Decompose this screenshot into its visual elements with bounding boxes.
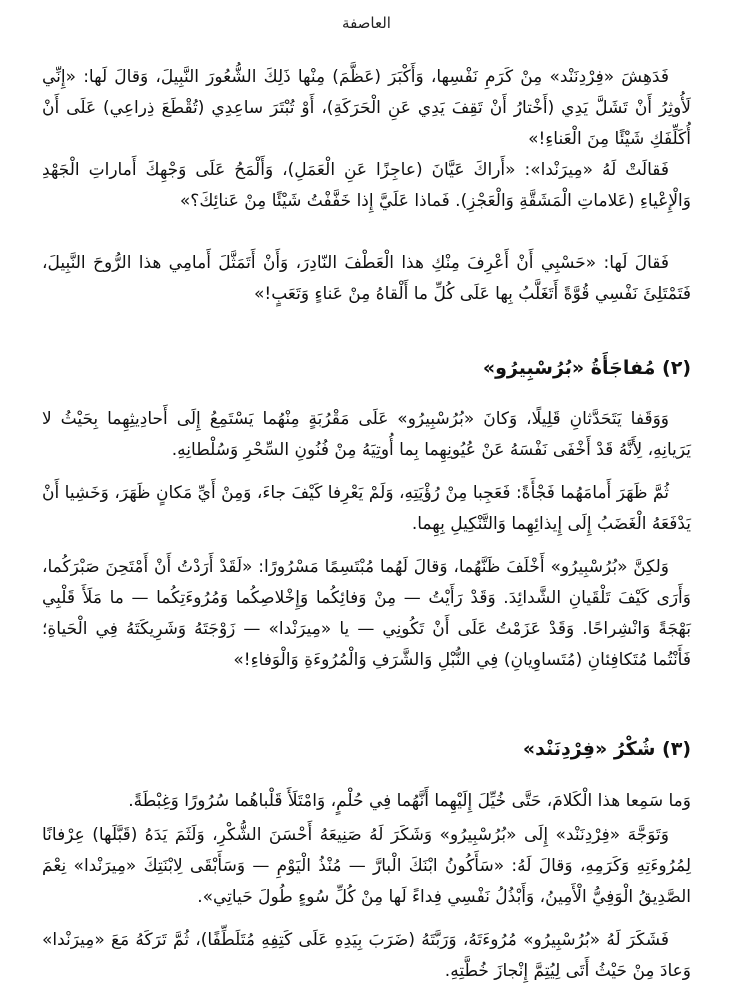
paragraph-2: فَقالَتْ لَهُ «مِيرَنْدا»: «أَراكَ عَيَّانَ (عاجِزًا عَنِ الْعَمَلِ)، وَأَلْمَحُ عَلَى وَجْهِكَ أَماراتِ الْجَهْدِ وَالْإِعْياءِ (عَلاماتِ الْمَشَقَّةِ وَالْعَجْزِ). فَماذا عَلَيَّ إِذا خَفَّفْتُ شَيْئًا مِنْ عَنائِكَ؟» (42, 160, 691, 211)
section-heading-2: (٢) مُفاجَأَةُ «بُرُسْبِيرُو» (482, 357, 691, 379)
paragraph-7: وَما سَمِعا هذا الْكَلامَ، حَتَّى خُيِّلَ إِلَيْهِما أَنَّهُما فِي حُلْمٍ، وَامْتَلَأَ قَلْباهُما سُرُورًا وَغِبْطَةً. (128, 791, 691, 811)
paragraph-9: فَشَكَرَ لَهُ «بُرُسْبِيرُو» مُرُوءَتَهُ، وَرَبَّتَهُ (ضَرَبَ بِيَدِهِ عَلَى كَتِفِهِ مُتَلَطِّفًا)، ثُمَّ تَرَكَهُ مَعَ «مِيرَنْدا» وَعادَ مِنْ حَيْثُ أَتَى لِيُتِمَّ إِنْجازَ خُطَّتِهِ. (42, 930, 691, 981)
paragraph-4: وَوَقَفا يَتَحَدَّثانِ قَلِيلًا، وَكانَ «بُرُسْبِيرُو» عَلَى مَقْرُبَةٍ مِنْهُما يَسْتَمِعُ إِلَى أَحادِيثِهِما بِحَيْثُ لا يَرَيانِهِ، لِأَنَّهُ قَدْ أَخْفَى نَفْسَهُ عَنْ عُيُونِهِما بِما أُوتِيَهُ مِنْ فُنُونِ السِّحْرِ وَسُلْطانِهِ. (42, 409, 691, 460)
paragraph-6: وَلكِنَّ «بُرُسْبِيرُو» أَخْلَفَ ظَنَّهُما، وَقالَ لَهُما مُبْتَسِمًا مَسْرُورًا: «لَقَدْ أَرَدْتُ أَنْ أَمْتَحِنَ صَبْرَكُما، وَأَرَى كَيْفَ تَلْقَيانِ الشَّدائِدَ. وَقَدْ رَأَيْتُ — مِنْ وَفائِكُما وَإِخْلاصِكُما وَمُرُوءَتِكُما — ما مَلَأَ قَلْبِي بَهْجَةً وَانْشِراحًا. وَقَدْ عَزَمْتُ عَلَى أَنْ تَكُونِي — يا «مِيرَنْدا» — زَوْجَتَهُ وَشَرِيكَتَهُ فِي الْحَياةِ؛ فَأَنْتُما مُتَكافِئانِ (مُتَساوِيانِ) فِي النُّبْلِ وَالشَّرَفِ وَالْمُرُوءَةِ وَالْوَفاءِ!» (42, 557, 691, 670)
paragraph-5: ثُمَّ ظَهَرَ أَمامَهُما فَجْأَةً: فَعَجِبا مِنْ رُؤْيَتِهِ، وَلَمْ يَعْرِفا كَيْفَ جاءَ، وَمِنْ أَيِّ مَكانٍ ظَهَرَ، وَخَشِيا أَنْ يَدْفَعَهُ الْغَضَبُ إِلَى إِيذائِهِما وَالتَّنْكِيلِ بِهِما. (42, 483, 691, 534)
section-heading-3: (٣) شُكْرُ «فِرْدِنَنْد» (522, 738, 691, 760)
running-title: العاصفة (342, 14, 391, 32)
paragraph-8: وَتَوَجَّهَ «فِرْدِنَنْد» إِلَى «بُرُسْبِيرُو» وَشَكَرَ لَهُ صَنِيعَهُ أَحْسَنَ الشُّكْرِ، وَلَثَمَ يَدَهُ (قَبَّلَها) عِرْفانًا لِمُرُوءَتِهِ وَكَرَمِهِ، وَقالَ لَهُ: «سَأَكُونُ ابْنَكَ الْبارَّ — مُنْذُ الْيَوْمِ — وَسَأَبْقَى لِابْنَتِكَ «مِيرَنْدا» نِعْمَ الصَّدِيقُ الْوَفِيُّ الْأَمِينُ، وَأَبْذُلُ نَفْسِي فِداءً لَها مِنْ كُلِّ سُوءٍ طُولَ حَياتِي». (42, 825, 691, 907)
paragraph-3: فَقالَ لَها: «حَسْبِي أَنْ أَعْرِفَ مِنْكِ هذا الْعَطْفَ النّادِرَ، وَأَنْ أَتَمَثَّلَ أَمامِي هذا الرُّوحَ النَّبِيلَ، فَتَمْتَلِئَ نَفْسِي قُوَّةً أَتَغَلَّبُ بِها عَلَى كُلِّ ما أَلْقاهُ مِنْ عَناءٍ وَتَعَبٍ!» (42, 253, 691, 304)
paragraph-1: فَدَهِشَ «فِرْدِنَنْد» مِنْ كَرَمِ نَفْسِها، وَأَكْبَرَ (عَظَّمَ) مِنْها ذَلِكَ الشُّعُورَ النَّبِيلَ، وَقالَ لَها: «إِنِّي لَأُوثِرُ أَنْ تَشَلَّ يَدِي (أَخْتارُ أَنْ تَقِفَ يَدِي عَنِ الْحَرَكَةِ)، أَوْ تُبْتَرَ ساعِدِي (تُقْطَعَ ذِراعِي) عَلَى أَنْ أُكَلِّفَكِ شَيْئًا مِنَ الْعَناءِ!» (42, 67, 691, 149)
